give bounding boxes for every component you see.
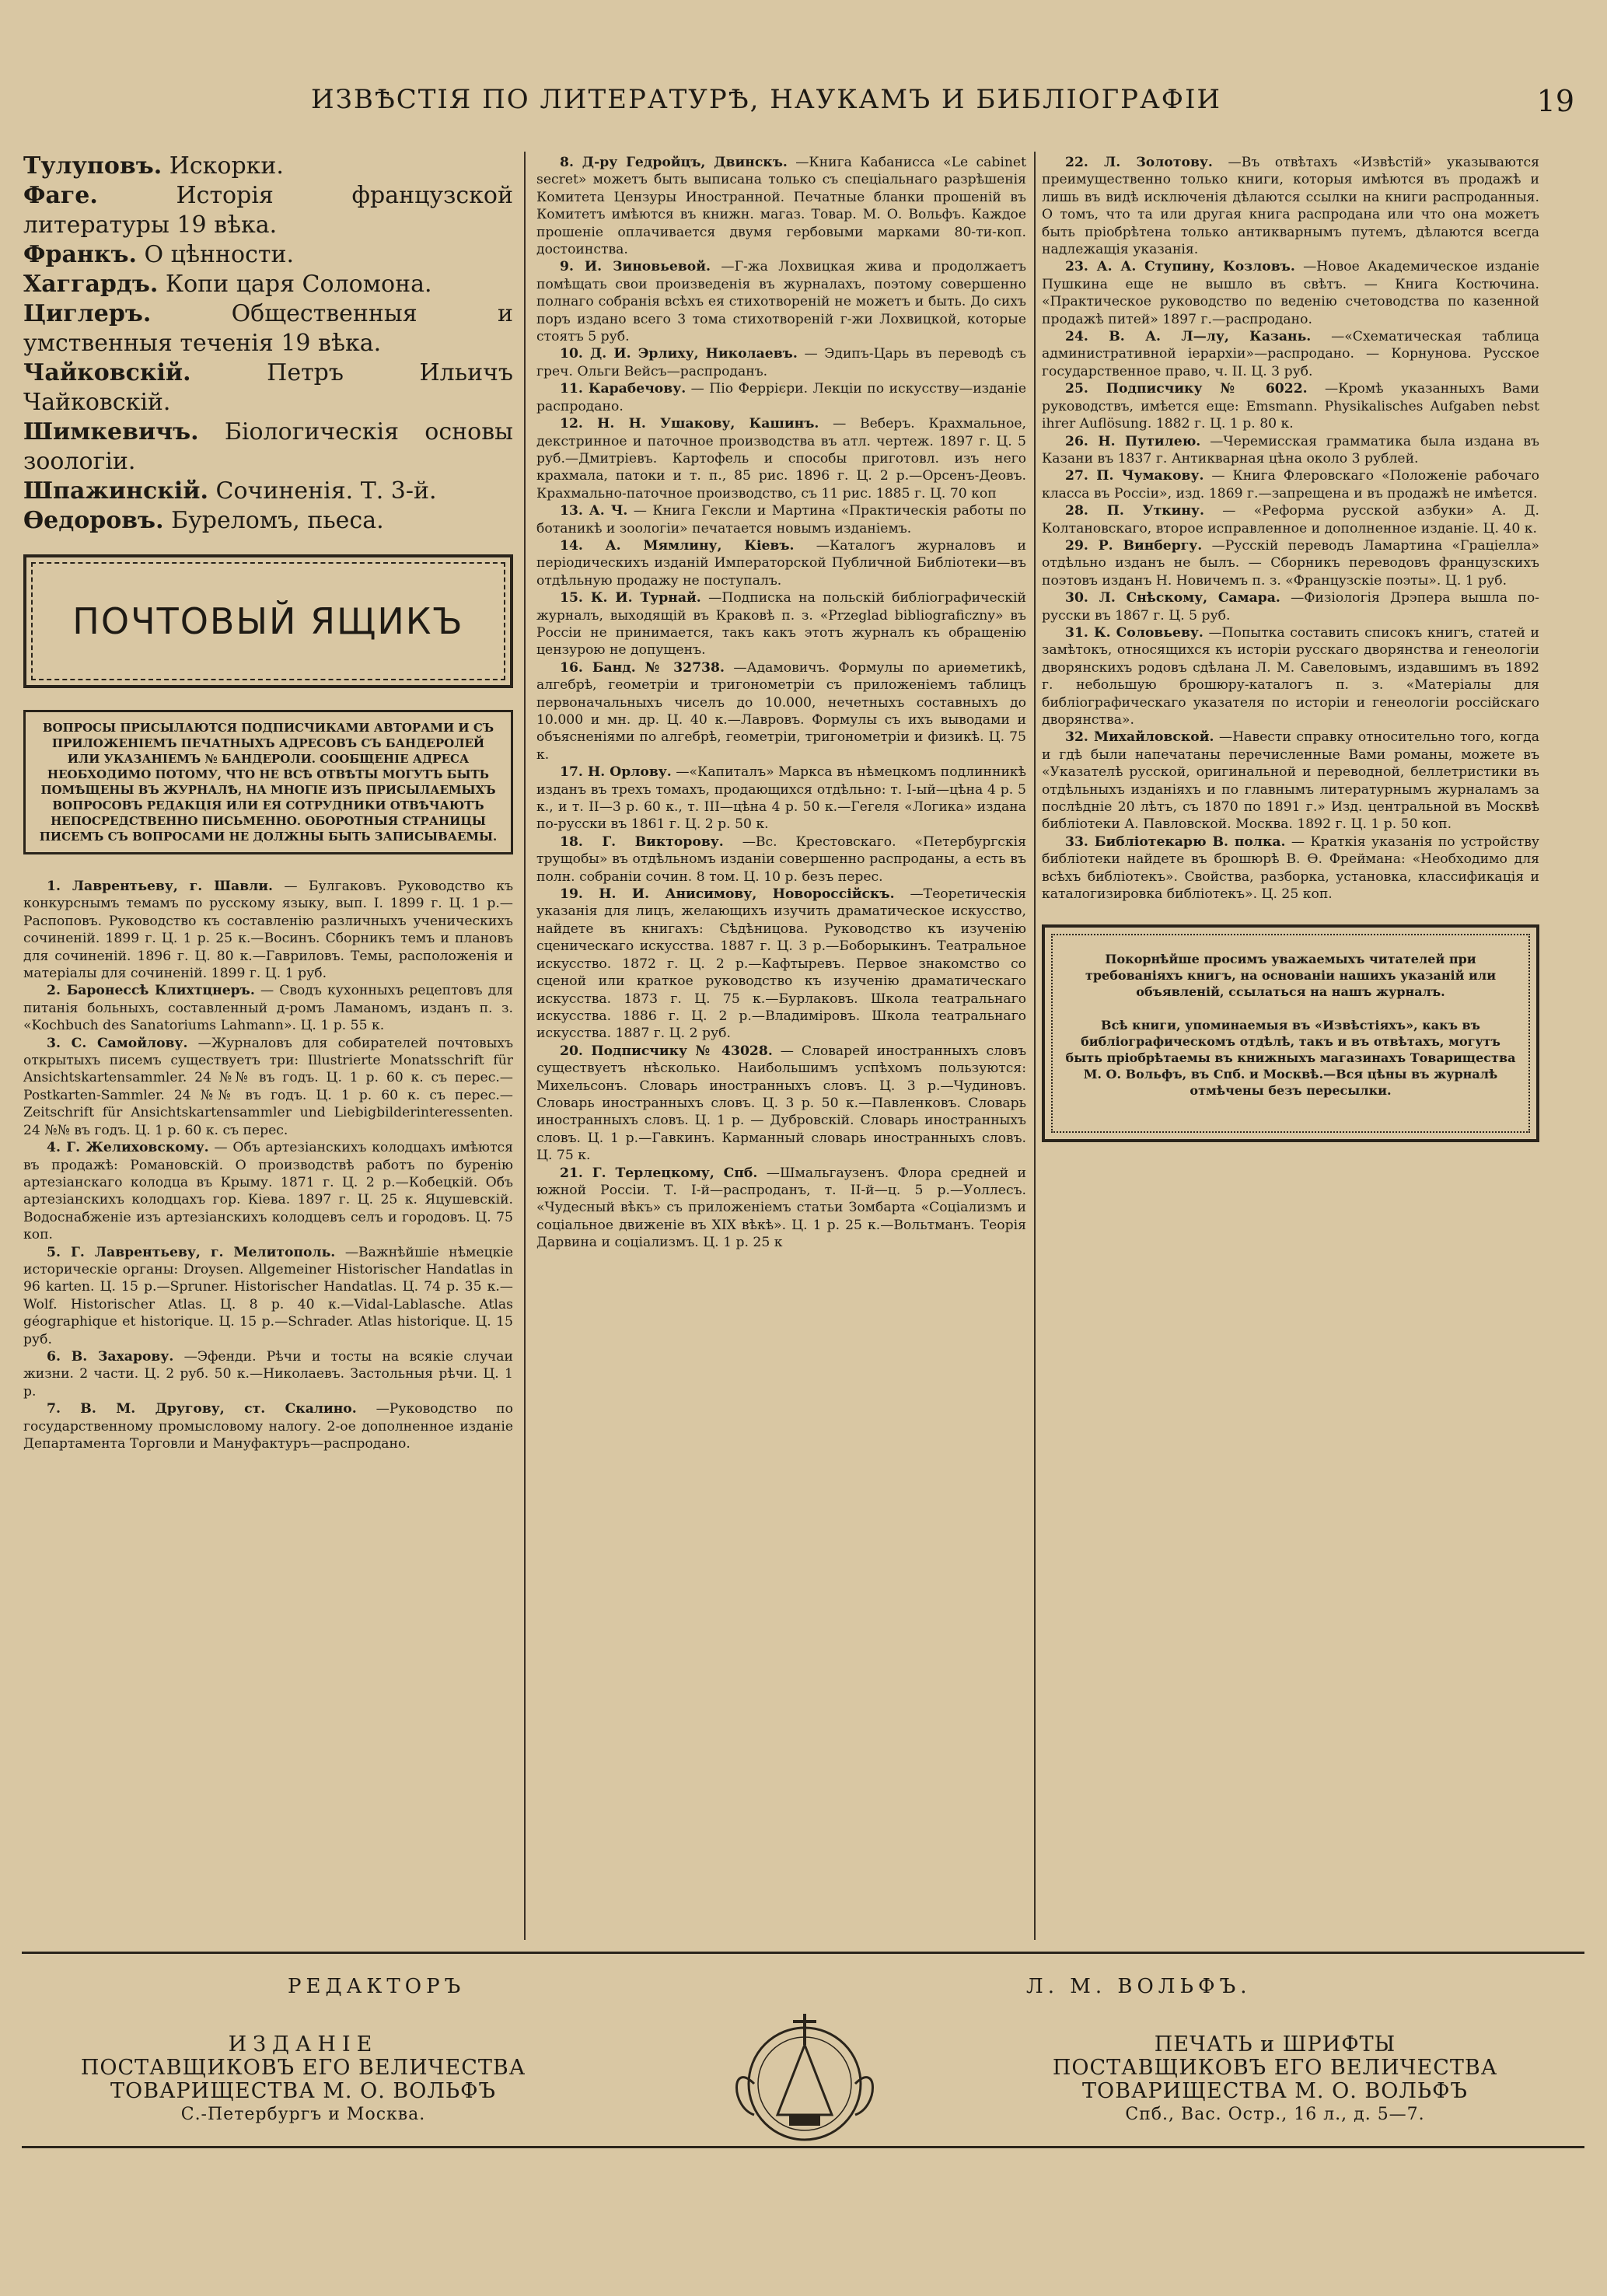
book-item: Хаггардъ. Копи царя Соломона.	[23, 271, 432, 298]
bottom-rule	[22, 2146, 1584, 2148]
book-item: Ѳедоровъ. Буреломъ, пьеса.	[23, 507, 384, 534]
answer-entry: 17. Н. Орлову. —«Капиталъ» Маркса въ нѣмецкомъ подлинникѣ изданъ въ трехъ томахъ, продающихся отдѣльно: т. I-ый—цѣна 4 р. 5 к., и т. II—3 р. 60 к., т. III—цѣна 4 р. 50 к.—Гегеля «Логика» издана по-русски въ 1861 г. Ц. 2 р. 50 к.	[536, 764, 1027, 833]
column-divider	[524, 152, 526, 1940]
book-item: Циглеръ. Общественныя и умственныя теченія 19 вѣка.	[23, 300, 513, 357]
answer-entry: 21. Г. Терлецкому, Спб. —Шмальгаузенъ. Флора средней и южной Россіи. Т. I-й—распроданъ, т. II-й—ц. 5 р.—Уоллесъ. «Чудесный вѣкъ» съ приложеніемъ статьи Зомбарта «Соціализмъ и соціальное движеніе въ XIX вѣкѣ». Ц. 1 р. 25 к.—Вольтманъ. Теорія Дарвина и соціализмъ. Ц. 1 р. 25 к	[536, 1165, 1026, 1251]
running-header	[0, 84, 1607, 123]
book-item: Шимкевичъ. Біологическія основы зоологіи.	[23, 418, 513, 475]
answer-entry: 13. А. Ч. — Книга Гексли и Мартина «Практическія работы по ботаникѣ и зоологіи» печатается новымъ изданіемъ.	[536, 503, 1026, 536]
answer-entry: 6. В. Захарову. —Эфенди. Рѣчи и тосты на всякіе случаи жизни. 2 части. Ц. 2 руб. 50 к.—Николаевъ. Застольныя рѣчи. Ц. 1 р.	[23, 1348, 513, 1400]
publisher-imprint: ИЗДАНІЕ ПОСТАВЩИКОВЪ ЕГО ВЕЛИЧЕСТВА ТОВАРИЩЕСТВА М. О. ВОЛЬФЪ С.-Петербургъ и Москва.	[80, 2032, 526, 2124]
answer-entry: 8. Д-ру Гедройцъ, Двинскъ. —Книга Кабанисса «Le cabinet secret» можетъ быть выписана только съ спеціальнаго разрѣшенія Комитета Цензуры Иностранной. Печатные бланки прошеній въ Комитетъ имѣются въ книжн. магаз. Товар. М. О. Вольфъ. Каждое прошеніе оплачивается двумя гербовыми марками 80-ти-коп. достоинства.	[536, 155, 1026, 258]
answers-list-left	[23, 878, 513, 1452]
printer-imprint: ПЕЧАТЬ и ШРИФТЫ ПОСТАВЩИКОВЪ ЕГО ВЕЛИЧЕСТВА ТОВАРИЩЕСТВА М. О. ВОЛЬФЪ Спб., Вас. Остр., 16 л., д. 5—7.	[1052, 2032, 1498, 2124]
postbox-notice: ВОПРОСЫ ПРИСЫЛАЮТСЯ ПОДПИСЧИКАМИ АВТОРАМИ И СЪ ПРИЛОЖЕНІЕМЪ ПЕЧАТНЫХЪ АДРЕСОВЪ СЪ БАНДЕРОЛЕЙ ИЛИ УКАЗАНІЕМЪ № БАНДЕРОЛИ. СООБЩЕНІЕ АДРЕСА НЕОБХОДИМО ПОТОМУ, ЧТО НЕ ВСѢ ОТВѢТЫ МОГУТЪ БЫТЬ ПОМѢЩЕНЫ ВЪ ЖУРНАЛѢ, НА МНОГІЕ ИЗЪ ПРИСЫЛАЕМЫХЪ ВОПРОСОВЪ РЕДАКЦІЯ ИЛИ ЕЯ СОТРУДНИКИ ОТВѢЧАЮТЪ НЕПОСРЕДСТВЕННО ПИСЬМЕННО. ОБОРОТНЫЯ СТРАНИЦЫ ПИСЕМЪ СЪ ВОПРОСАМИ НЕ ДОЛЖНЫ БЫТЬ ЗАПИСЫВАЕМЫ.	[23, 710, 513, 854]
column-left	[23, 152, 513, 1452]
answer-entry: 25. Подписчику № 6022. —Кромѣ указанныхъ Вами руководствъ, имѣется еще: Emsmann. Physikalisches Aufgaben nebst ihrer Auflösung. 1882 г. Ц. 1 р. 80 к.	[1042, 381, 1539, 432]
answer-entry: 22. Л. Золотову. —Въ отвѣтахъ «Извѣстій» указываются преимущественно только книги, которыя имѣются въ продажѣ и лишь въ видѣ исключенія дѣлаются ссылки на книги распроданныя. О томъ, что та или другая книга распродана или что она можетъ быть пріобрѣтена только антикварнымъ путемъ, дѣлаются всегда надлежащія указанія.	[1042, 155, 1539, 258]
answer-entry: 11. Карабечову. — Піо Феррієри. Лекціи по искусству—изданіе распродано.	[536, 381, 1026, 414]
book-item: Франкъ. О цѣнности.	[23, 241, 295, 268]
answer-entry: 16. Банд. № 32738. —Адамовичъ. Формулы по ариѳметикѣ, алгебрѣ, геометріи и тригонометріи съ приложеніемъ таблицъ первоначальныхъ чиселъ до 10.000, нечетныхъ составныхъ до 10.000 и мн. др. Ц. 40 к.—Лавровъ. Формулы съ ихъ выводами и объясненіями по алгебрѣ, геометріи, тригонометріи и физикѣ. Ц. 75 к.	[536, 659, 1027, 763]
footer-rule	[22, 1952, 1584, 1954]
postbox-heading-box	[23, 554, 513, 688]
answer-entry: 14. А. Мямлину, Кіевъ. —Каталогъ журналовъ и періодическихъ изданій Императорской Публичной Библіотеки—въ отдѣльную продажу не поступалъ.	[536, 537, 1026, 589]
answer-entry: 18. Г. Викторову. —Вс. Крестовскаго. «Петербургскія трущобы» въ отдѣльномъ изданіи совершенно распроданы, а есть въ полн. собраніи сочин. 8 том. Ц. 10 р. безъ перес.	[536, 833, 1026, 885]
book-item: Тулуповъ. Искорки.	[23, 152, 284, 180]
book-item: Чайковскій. Петръ Ильичъ Чайковскій.	[23, 359, 513, 416]
answer-entry: 27. П. Чумакову. — Книга Флеровскаго «Положеніе рабочаго класса въ Россіи», изд. 1869 г.—запрещена и въ продажѣ не имѣется.	[1042, 468, 1539, 501]
answer-entry: 1. Лаврентьеву, г. Шавли. — Булгаковъ. Руководство къ конкурснымъ темамъ по русскому языку, вып. I. 1899 г. Ц. 1 р.—Распоповъ. Руководство къ составленію различныхъ ученическихъ сочиненій. 1899 г. Ц. 1 р. 25 к.—Восинъ. Сборникъ темъ и плановъ для сочиненій. 1896 г. Ц. 80 к.—Гавриловъ. Темы, расположенія и матеріалы для сочиненій. 1899 г. Ц. 1 руб.	[23, 879, 514, 982]
publisher-emblem-icon	[723, 1998, 886, 2169]
answer-entry: 12. Н. Н. Ушакову, Кашинъ. — Веберъ. Крахмальное, декстринное и паточное производства въ атл. чертеж. 1897 г. Ц. 5 руб.—Дмитріевъ. Картофель и способы приготовл. изъ него крахмала, патоки и т. п., 85 рис. 1896 г. Ц. 2 р.—Орсенъ-Деовъ. Крахмально-паточное производство, съ 11 рис. 1885 г. Ц. 70 коп	[536, 416, 1026, 501]
answer-entry: 30. Л. Снѣскому, Самара. —Физіологія Дрэпера вышла по-русски въ 1867 г. Ц. 5 руб.	[1042, 590, 1539, 624]
editor-name: Л. М. ВОЛЬФЪ.	[1026, 1975, 1252, 1998]
book-list	[23, 152, 513, 536]
book-item: Фаге. Исторія французской литературы 19 вѣка.	[23, 182, 513, 239]
column-divider	[1034, 152, 1036, 1940]
answer-entry: 32. Михайловской. —Навести справку относительно того, когда и гдѣ были напечатаны перечисленные Вами романы, можете въ «Указателѣ русской, оригинальной и переводной, беллетристики въ отдѣльныхъ изданіяхъ и по главнымъ литературнымъ журналамъ за послѣдніе 20 лѣтъ, съ 1870 по 1891 г.» Изд. центральной въ Москвѣ библіотеки А. Павловской. Москва. 1892 г. Ц. 1 р. 50 коп.	[1042, 729, 1539, 833]
editor-label: РЕДАКТОРЪ	[288, 1975, 466, 1998]
answer-entry: 20. Подписчику № 43028. — Словарей иностранныхъ словъ существуетъ нѣсколько. Наибольшимъ успѣхомъ пользуются: Михельсонъ. Словарь иностранныхъ словъ. Ц. 3 р.—Чудиновъ. Словарь иностранныхъ словъ. Ц. 3 р. 50 к.—Павленковъ. Словарь иностранныхъ словъ. Ц. 1 р. — Дубровскій. Словарь иностранныхъ словъ. Ц. 1 р.—Гавкинъ. Карманный словарь иностранныхъ словъ. Ц. 75 к.	[536, 1043, 1027, 1164]
answer-entry: 9. И. Зиновьевой. —Г-жа Лохвицкая жива и продолжаетъ помѣщать свои произведенія въ журналахъ, поэтому совершенно полнаго собранія всѣхъ ея стихотвореній не можетъ и быть. До сихъ поръ издано всего 3 тома стихотвореній г-жи Лохвицкой, которые стоятъ 5 руб.	[536, 259, 1026, 345]
answer-entry: 5. Г. Лаврентьеву, г. Мелитополь. —Важнѣйшіе нѣмецкіе историческіе органы: Droysen. Allgemeiner Historischer Handatlas in 96 karten. Ц. 15 р.—Spruner. Historischer Handatlas. Ц. 74 р. 35 к.—Wolf. Historischer Atlas. Ц. 8 р. 40 к.—Vidal-Lablasche. Atlas géographique et historique. Ц. 15 р.—Schrader. Atlas historique. Ц. 15 руб.	[23, 1244, 513, 1347]
answer-entry: 19. Н. И. Анисимову, Новороссійскъ. —Теоретическія указанія для лицъ, желающихъ изучить драматическое искусство, найдете въ книгахъ: Сѣдѣницова. Руководство къ изученію сценическаго искусства. 1887 г. Ц. 3 р.—Боборыкинъ. Театральное искусство. 1872 г. Ц. 2 р.—Кафтыревъ. Первое знакомство со сценой или краткое руководство къ изученію драматическаго искусства. 1873 г. Ц. 75 к.—Бурлаковъ. Школа театральнаго искусства. 1886 г. Ц. 2 р.—Владиміровъ. Школа театральнаго искусства. 1887 г. Ц. 2 руб.	[536, 886, 1026, 1042]
requests-box	[1042, 924, 1539, 1142]
answer-entry: 33. Библіотекарю В. полка. — Краткія указанія по устройству библіотеки найдете въ брошюрѣ В. Ѳ. Фреймана: «Необходимо для всѣхъ библіотекъ». Свойства, разборка, установка, классификація и каталогизировка библіотекъ». Ц. 25 коп.	[1042, 833, 1539, 903]
answer-entry: 10. Д. И. Эрлиху, Николаевъ. — Эдипъ-Царь въ переводѣ съ греч. Ольги Вейсъ—распроданъ.	[536, 346, 1026, 379]
requests-paragraph: Всѣ книги, упоминаемыя въ «Извѣстіяхъ», какъ въ библіографическомъ отдѣлѣ, такъ и въ отвѣтахъ, могутъ быть пріобрѣтаемы въ книжныхъ магазинахъ Товарищества М. О. Вольфъ, въ Спб. и Москвѣ.—Вся цѣны въ журналѣ отмѣчены безъ пересылки.	[1065, 1018, 1516, 1099]
answer-entry: 2. Баронессѣ Клихтцнеръ. — Сводъ кухонныхъ рецептовъ для питанія больныхъ, составленный д-ромъ Ламаномъ, изданъ п. з. «Kochbuch des Sanatoriums Lahmann». Ц. 1 р. 55 к.	[23, 983, 514, 1034]
answer-entry: 29. Р. Винбергу. —Русскій переводъ Ламартина «Граціелла» отдѣльно изданъ не былъ. — Сборникъ переводовъ французскихъ поэтовъ изданъ Н. Новичемъ п. з. «Французскіе поэты». Ц. 1 руб.	[1042, 537, 1539, 589]
postbox-title: ПОЧТОВЫЙ ЯЩИКЪ	[72, 599, 464, 642]
answer-entry: 31. К. Соловьеву. —Попытка составить списокъ книгъ, статей и замѣтокъ, относящихся къ исторіи русскаго дворянства и генеологіи дворянскихъ родовъ сдѣлана Л. М. Савеловымъ, издавшимъ въ 1892 г. небольшую брошюру-каталогъ п. з. «Матеріалы для библіографическаго указателя по исторіи и генеологіи россійскаго дворянства».	[1042, 624, 1540, 728]
book-item: Шпажинскій. Сочиненія. Т. 3-й.	[23, 477, 437, 505]
column-right	[1042, 154, 1539, 1142]
requests-paragraph: Покорнѣйше просимъ уважаемыхъ читателей при требованіяхъ книгъ, на основаніи нашихъ указаній или объявленій, ссылаться на нашъ журналъ.	[1085, 952, 1497, 1000]
answer-entry: 7. В. М. Другову, ст. Скалино. —Руководство по государственному промысловому налогу. 2-ое дополненное изданіе Департамента Торговли и Мануфактуръ—распродано.	[23, 1401, 513, 1452]
column-middle	[536, 154, 1026, 1252]
page-number: 19	[1536, 84, 1574, 118]
answer-entry: 26. Н. Путилею. —Черемисская грамматика была издана въ Казани въ 1837 г. Антикварная цѣна около 3 рублей.	[1042, 433, 1539, 467]
answer-entry: 24. В. А. Л—лу, Казань. —«Схематическая таблица административной іерархіи»—распродано. — Корнунова. Русское государственное право, ч. II. Ц. 3 руб.	[1042, 329, 1539, 379]
answer-entry: 28. П. Уткину. — «Реформа русской азбуки» А. Д. Колтановскаго, второе исправленное и дополненное изданіе. Ц. 40 к.	[1042, 503, 1539, 536]
answer-entry: 15. К. И. Турнай. —Подписка на польскій библіографическій журналъ, выходящій въ Краковѣ п. з. «Przeglad bibliograficzny» въ Россіи не принимается, такъ какъ этотъ журналъ къ обращенію цензурою не допущенъ.	[536, 590, 1027, 659]
answer-entry: 23. А. А. Ступину, Козловъ. —Новое Академическое изданіе Пушкина еще не вышло въ свѣтъ. — Книга Костючина. «Практическое руководство по веденію счетоводства по казенной продажѣ питей» 1897 г.—распродано.	[1042, 259, 1540, 327]
answer-entry: 3. С. Самойлову. —Журналовъ для собирателей почтовыхъ открытыхъ писемъ существуетъ три: Illustrierte Monatsschrift für Ansichtskartensammler. 24 №№ въ годъ. Ц. 1 р. 60 к. съ перес.—Postkarten-Sammler. 24 №№ въ годъ. Ц. 1 р. 60 к. съ перес.—Zeitschrift für Ansichtskartensammler und Liebigbilderinteressenten. 24 №№ въ годъ. Ц. 1 р. 60 к. съ перес.	[23, 1035, 514, 1138]
answer-entry: 4. Г. Желиховскому. — Объ артезіанскихъ колодцахъ имѣются въ продажѣ: Романовскій. О производствѣ работъ по буренію артезіанскаго колодца въ Крыму. 1871 г. Ц. 2 р.—Кобецкій. Объ артезіанскихъ колодцахъ гор. Кіева. 1897 г. Ц. 25 к. Яцушевскій. Водоснабженіе изъ артезіанскихъ колодцевъ селъ и городовъ. Ц. 75 коп.	[23, 1140, 514, 1243]
journal-title: ИЗВѢСТІЯ ПО ЛИТЕРАТУРѢ, НАУКАМЪ И БИБЛІОГРАФІИ	[311, 84, 1222, 115]
